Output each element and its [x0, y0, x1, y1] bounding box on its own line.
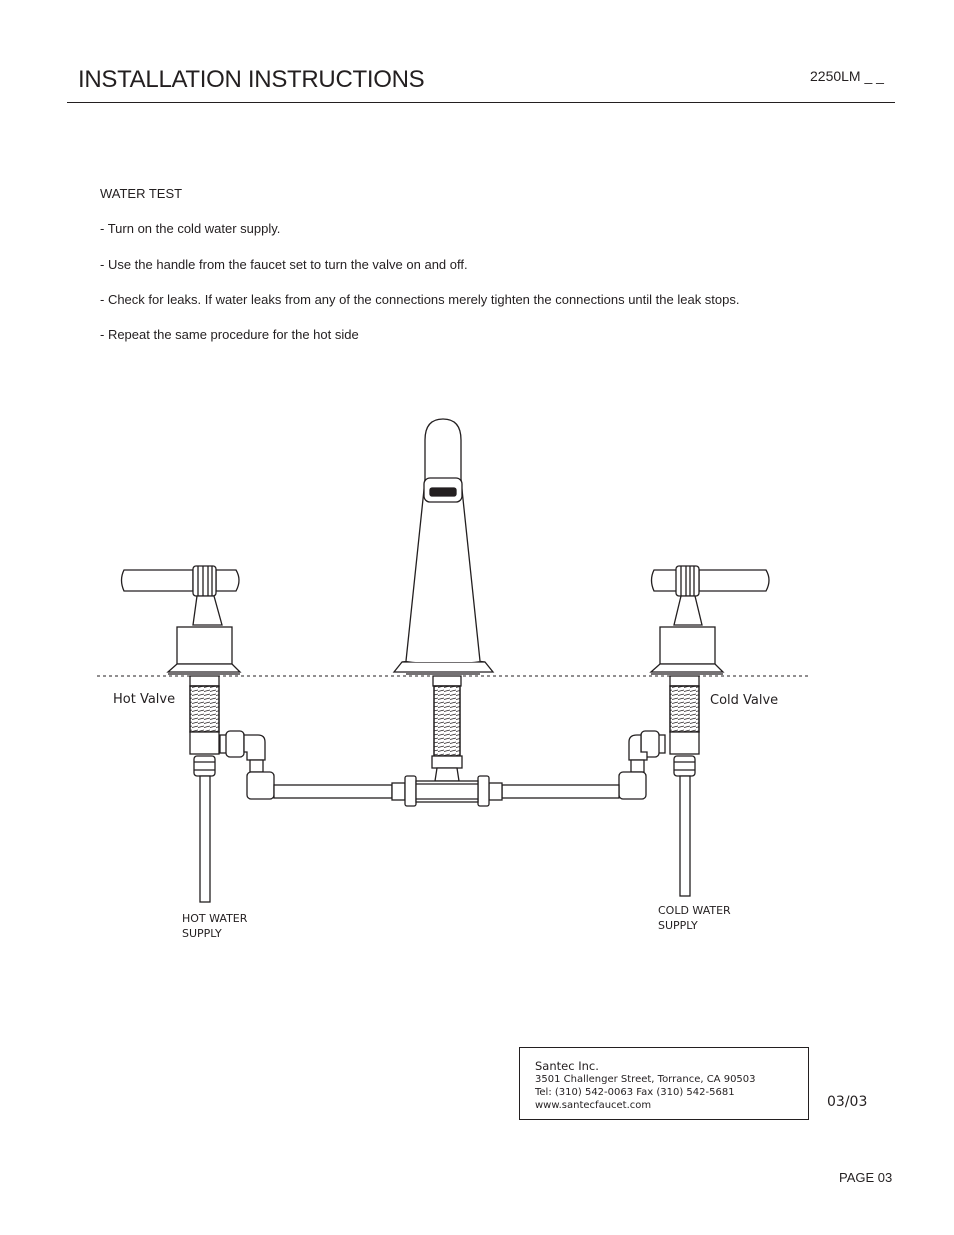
tee-connector [405, 756, 489, 806]
cold-supply-label [658, 903, 731, 933]
model-number: 2250LM _ _ [810, 68, 884, 84]
hot-elbow-connector [220, 731, 405, 800]
company-phone: Tel: (310) 542-0063 Fax (310) 542-5681 [535, 1087, 735, 1098]
hot-valve-handle [122, 566, 241, 902]
contact-box [519, 1047, 809, 1120]
cold-supply-label-line: COLD WATER [658, 904, 731, 917]
instruction-step: - Use the handle from the faucet set to turn the valve on and off. [100, 257, 468, 272]
company-name: Santec Inc. [535, 1059, 599, 1073]
hot-supply-label-line: HOT WATER [182, 912, 248, 925]
hot-hose [274, 785, 392, 798]
company-website: www.santecfaucet.com [535, 1100, 652, 1111]
cold-supply-label-line: SUPPLY [658, 919, 698, 932]
hot-valve-label: Hot Valve [113, 692, 176, 707]
cold-supply-line [680, 776, 690, 896]
hot-supply-label [182, 911, 247, 941]
spout [394, 419, 493, 756]
section-heading: WATER TEST [100, 186, 183, 201]
document-date: 03/03 [827, 1094, 868, 1110]
cold-valve-label: Cold Valve [710, 693, 779, 708]
hot-supply-label-line: SUPPLY [182, 927, 222, 940]
instruction-step: - Check for leaks. If water leaks from any of the connections merely tighten the connections until the leak stops. [100, 292, 740, 307]
page-number: PAGE 03 [839, 1170, 893, 1185]
cold-hose [502, 785, 619, 798]
hot-supply-line [200, 776, 210, 902]
page-title: INSTALLATION INSTRUCTIONS [78, 66, 425, 93]
company-address: 3501 Challenger Street, Torrance, CA 90503 [535, 1074, 756, 1085]
instruction-step: - Turn on the cold water supply. [100, 221, 281, 236]
cold-elbow-connector [489, 731, 665, 800]
instruction-step: - Repeat the same procedure for the hot side [100, 327, 359, 342]
cold-valve-handle [651, 566, 769, 896]
